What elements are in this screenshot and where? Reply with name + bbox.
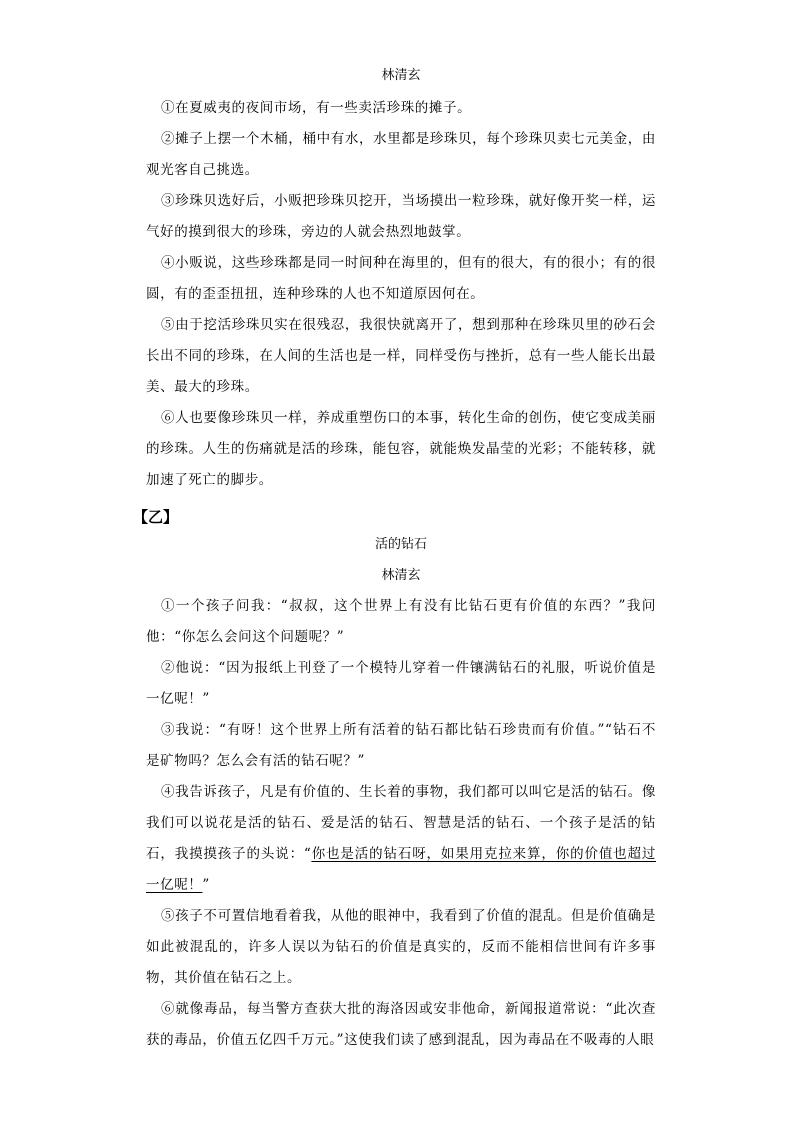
jia-author: 林清玄 — [381, 68, 421, 83]
underlined-sentence: 你也是活的钻石呀，如果用克拉来算，你的价值也超过一亿呢！ — [146, 846, 656, 893]
jia-paragraph-4: ④小贩说，这些珍珠都是同一时间种在海里的，但有的很大，有的很小；有的很圆，有的歪歪扭扭，连种珍珠的人也不知道原因何在。 — [146, 255, 656, 302]
jia-paragraph-5: ⑤由于挖活珍珠贝实在很残忍，我很快就离开了，想到那种在珍珠贝里的砂石会长出不同的珍珠，在人间的生活也是一样，同样受伤与挫折，总有一些人能长出最美、最大的珍珠。 — [146, 317, 656, 395]
yi-paragraph-2: ②他说：“因为报纸上刊登了一个模特儿穿着一件镶满钻石的礼服，听说价值是一亿呢！” — [146, 660, 656, 707]
jia-paragraph-2: ②摊子上摆一个木桶，桶中有水，水里都是珍珠贝，每个珍珠贝卖七元美金，由观光客自己挑选。 — [146, 131, 656, 178]
jia-paragraph-1: ①在夏威夷的夜间市场，有一些卖活珍珠的摊子。 — [161, 100, 472, 116]
jia-paragraph-6: ⑥人也要像珍珠贝一样，养成重塑伤口的本事，转化生命的创伤，使它变成美丽的珍珠。人生的伤痛就是活的珍珠，能包容，就能焕发晶莹的光彩；不能转移，就加速了死亡的脚步。 — [146, 410, 656, 488]
yi-title: 活的钻石 — [374, 537, 427, 552]
yi-paragraph-4 — [146, 777, 656, 901]
section-label-yi: 【乙】 — [133, 508, 179, 526]
jia-paragraph-3: ③珍珠贝选好后，小贩把珍珠贝挖开，当场摸出一粒珍珠，就好像开奖一样，运气好的摸到很大的珍珠，旁边的人就会热烈地鼓掌。 — [146, 193, 656, 240]
yi-paragraph-6: ⑥就像毒品，每当警方查获大批的海洛因或安非他命，新闻报道常说：“此次查获的毒品，价值五亿四千万元。”这使我们读了感到混乱，因为毒品在不吸毒的人眼 — [146, 1001, 656, 1048]
yi-paragraph-3: ③我说：“有呀！这个世界上所有活着的钻石都比钻石珍贵而有价值。”“钻石不是矿物吗？怎么会有活的钻石呢？” — [146, 722, 656, 769]
yi-author: 林清玄 — [381, 568, 421, 583]
yi-paragraph-5: ⑤孩子不可置信地看着我，从他的眼神中，我看到了价值的混乱。但是价值确是如此被混乱的，许多人误以为钻石的价值是真实的，反而不能相信世间有许多事物，其价值在钻石之上。 — [146, 908, 656, 986]
yi-body — [146, 591, 656, 1056]
yi-paragraph-4-text: ④我告诉孩子，凡是有价值的、生长着的事物，我们都可以叫它是活的钻石。像我们可以说花是活的钻石、爱是活的钻石、智慧是活的钻石、一个孩子是活的钻石，我摸摸孩子的头说：“ — [146, 784, 656, 862]
yi-paragraph-1: ①一个孩子问我：“叔叔，这个世界上有没有比钻石更有价值的东西？”我问他：“你怎么会问这个问题呢？” — [146, 598, 656, 645]
yi-paragraph-4-end: ” — [202, 877, 210, 893]
jia-body — [146, 93, 656, 496]
